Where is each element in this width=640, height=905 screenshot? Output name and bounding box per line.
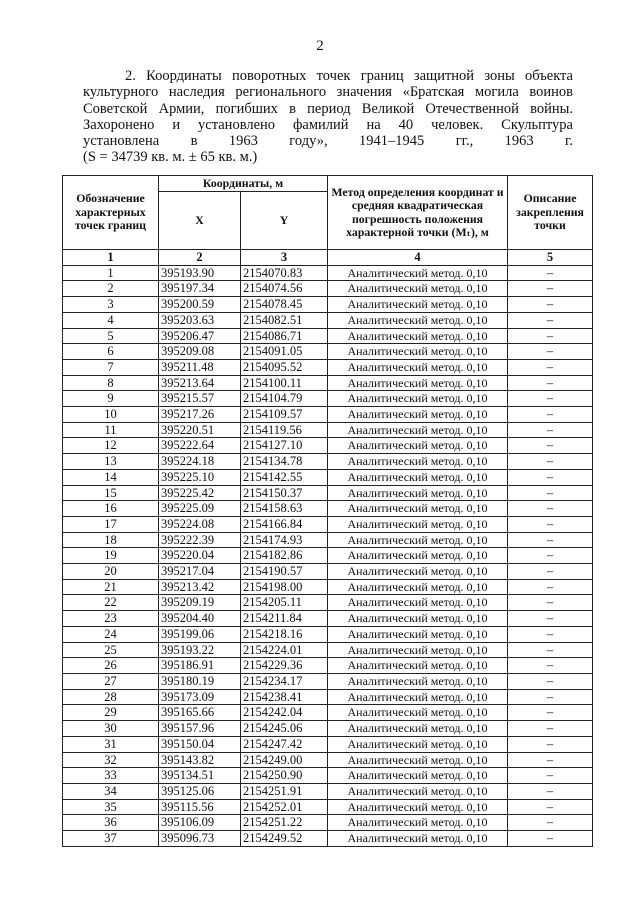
description-cell: – xyxy=(508,831,593,847)
method-cell: Аналитический метод. 0,10 xyxy=(328,626,508,642)
x-coordinate-cell: 395200.59 xyxy=(159,297,241,313)
description-cell: – xyxy=(508,485,593,501)
x-coordinate-cell: 395180.19 xyxy=(159,673,241,689)
column-number: 4 xyxy=(328,250,508,266)
method-cell: Аналитический метод. 0,10 xyxy=(328,501,508,517)
y-coordinate-cell: 2154249.00 xyxy=(241,752,328,768)
description-cell: – xyxy=(508,391,593,407)
description-cell: – xyxy=(508,642,593,658)
table-row xyxy=(63,265,593,281)
table-body xyxy=(63,265,593,846)
table-row xyxy=(63,783,593,799)
description-cell: – xyxy=(508,548,593,564)
x-coordinate-cell: 395204.40 xyxy=(159,611,241,627)
column-number: 5 xyxy=(508,250,593,266)
point-number-cell: 25 xyxy=(63,642,159,658)
method-cell: Аналитический метод. 0,10 xyxy=(328,705,508,721)
x-coordinate-cell: 395165.66 xyxy=(159,705,241,721)
y-coordinate-cell: 2154252.01 xyxy=(241,799,328,815)
point-number-cell: 9 xyxy=(63,391,159,407)
x-coordinate-cell: 395115.56 xyxy=(159,799,241,815)
table-row xyxy=(63,359,593,375)
table-row xyxy=(63,516,593,532)
heading-line: установлена в 1963 году», 1941–1945 гг., 1963 г. xyxy=(83,133,573,150)
y-coordinate-cell: 2154247.42 xyxy=(241,736,328,752)
header-y: Y xyxy=(241,192,328,250)
table-row xyxy=(63,579,593,595)
description-cell: – xyxy=(508,752,593,768)
x-coordinate-cell: 395217.04 xyxy=(159,564,241,580)
x-coordinate-cell: 395209.19 xyxy=(159,595,241,611)
description-cell: – xyxy=(508,736,593,752)
x-coordinate-cell: 395199.06 xyxy=(159,626,241,642)
point-number-cell: 19 xyxy=(63,548,159,564)
y-coordinate-cell: 2154078.45 xyxy=(241,297,328,313)
point-number-cell: 6 xyxy=(63,344,159,360)
table-row xyxy=(63,375,593,391)
table-row xyxy=(63,328,593,344)
method-cell: Аналитический метод. 0,10 xyxy=(328,454,508,470)
point-number-cell: 8 xyxy=(63,375,159,391)
table-row xyxy=(63,281,593,297)
point-number-cell: 30 xyxy=(63,721,159,737)
point-number-cell: 2 xyxy=(63,281,159,297)
point-number-cell: 13 xyxy=(63,454,159,470)
header-x: X xyxy=(159,192,241,250)
x-coordinate-cell: 395209.08 xyxy=(159,344,241,360)
description-cell: – xyxy=(508,281,593,297)
method-cell: Аналитический метод. 0,10 xyxy=(328,673,508,689)
x-coordinate-cell: 395134.51 xyxy=(159,768,241,784)
point-number-cell: 27 xyxy=(63,673,159,689)
y-coordinate-cell: 2154166.84 xyxy=(241,516,328,532)
heading-line: Советской Армии, погибших в период Великой Отечественной войны. xyxy=(83,100,573,117)
x-coordinate-cell: 395213.42 xyxy=(159,579,241,595)
y-coordinate-cell: 2154100.11 xyxy=(241,375,328,391)
description-cell: – xyxy=(508,579,593,595)
description-cell: – xyxy=(508,658,593,674)
x-coordinate-cell: 395225.10 xyxy=(159,469,241,485)
method-cell: Аналитический метод. 0,10 xyxy=(328,783,508,799)
method-cell: Аналитический метод. 0,10 xyxy=(328,831,508,847)
y-coordinate-cell: 2154234.17 xyxy=(241,673,328,689)
table-row xyxy=(63,768,593,784)
point-number-cell: 14 xyxy=(63,469,159,485)
table-row xyxy=(63,611,593,627)
x-coordinate-cell: 395096.73 xyxy=(159,831,241,847)
y-coordinate-cell: 2154211.84 xyxy=(241,611,328,627)
x-coordinate-cell: 395125.06 xyxy=(159,783,241,799)
y-coordinate-cell: 2154245.06 xyxy=(241,721,328,737)
point-number-cell: 29 xyxy=(63,705,159,721)
method-cell: Аналитический метод. 0,10 xyxy=(328,359,508,375)
x-coordinate-cell: 395150.04 xyxy=(159,736,241,752)
y-coordinate-cell: 2154182.86 xyxy=(241,548,328,564)
y-coordinate-cell: 2154074.56 xyxy=(241,281,328,297)
heading-line: культурного наследия регионального значения «Братская могила воинов xyxy=(83,84,573,101)
point-number-cell: 20 xyxy=(63,564,159,580)
description-cell: – xyxy=(508,721,593,737)
y-coordinate-cell: 2154119.56 xyxy=(241,422,328,438)
point-number-cell: 1 xyxy=(63,265,159,281)
table-row xyxy=(63,626,593,642)
description-cell: – xyxy=(508,438,593,454)
table-row xyxy=(63,297,593,313)
description-cell: – xyxy=(508,516,593,532)
method-cell: Аналитический метод. 0,10 xyxy=(328,438,508,454)
table-row xyxy=(63,642,593,658)
point-number-cell: 4 xyxy=(63,312,159,328)
table-row xyxy=(63,689,593,705)
method-cell: Аналитический метод. 0,10 xyxy=(328,407,508,423)
y-coordinate-cell: 2154250.90 xyxy=(241,768,328,784)
method-cell: Аналитический метод. 0,10 xyxy=(328,564,508,580)
table-row xyxy=(63,831,593,847)
method-cell: Аналитический метод. 0,10 xyxy=(328,721,508,737)
x-coordinate-cell: 395193.22 xyxy=(159,642,241,658)
x-coordinate-cell: 395157.96 xyxy=(159,721,241,737)
x-coordinate-cell: 395193.90 xyxy=(159,265,241,281)
table-row xyxy=(63,344,593,360)
point-number-cell: 35 xyxy=(63,799,159,815)
method-cell: Аналитический метод. 0,10 xyxy=(328,391,508,407)
table-row xyxy=(63,391,593,407)
method-cell: Аналитический метод. 0,10 xyxy=(328,328,508,344)
y-coordinate-cell: 2154242.04 xyxy=(241,705,328,721)
point-number-cell: 31 xyxy=(63,736,159,752)
description-cell: – xyxy=(508,689,593,705)
table-row xyxy=(63,564,593,580)
description-cell: – xyxy=(508,407,593,423)
y-coordinate-cell: 2154095.52 xyxy=(241,359,328,375)
point-number-cell: 15 xyxy=(63,485,159,501)
method-cell: Аналитический метод. 0,10 xyxy=(328,548,508,564)
table-row xyxy=(63,721,593,737)
point-number-cell: 11 xyxy=(63,422,159,438)
method-cell: Аналитический метод. 0,10 xyxy=(328,768,508,784)
description-cell: – xyxy=(508,768,593,784)
description-cell: – xyxy=(508,344,593,360)
method-cell: Аналитический метод. 0,10 xyxy=(328,815,508,831)
point-number-cell: 5 xyxy=(63,328,159,344)
description-cell: – xyxy=(508,312,593,328)
table-row xyxy=(63,469,593,485)
heading-line: Захоронено и установлено фамилий на 40 человек. Скульптура xyxy=(83,116,573,133)
method-cell: Аналитический метод. 0,10 xyxy=(328,375,508,391)
method-cell: Аналитический метод. 0,10 xyxy=(328,485,508,501)
header-description: Описание закрепления точки xyxy=(508,176,593,250)
point-number-cell: 28 xyxy=(63,689,159,705)
description-cell: – xyxy=(508,815,593,831)
x-coordinate-cell: 395215.57 xyxy=(159,391,241,407)
x-coordinate-cell: 395143.82 xyxy=(159,752,241,768)
description-cell: – xyxy=(508,611,593,627)
method-cell: Аналитический метод. 0,10 xyxy=(328,595,508,611)
y-coordinate-cell: 2154082.51 xyxy=(241,312,328,328)
point-number-cell: 10 xyxy=(63,407,159,423)
y-coordinate-cell: 2154249.52 xyxy=(241,831,328,847)
point-number-cell: 17 xyxy=(63,516,159,532)
y-coordinate-cell: 2154150.37 xyxy=(241,485,328,501)
point-number-cell: 33 xyxy=(63,768,159,784)
method-cell: Аналитический метод. 0,10 xyxy=(328,344,508,360)
coordinates-table xyxy=(62,175,593,847)
method-cell: Аналитический метод. 0,10 xyxy=(328,281,508,297)
method-cell: Аналитический метод. 0,10 xyxy=(328,422,508,438)
y-coordinate-cell: 2154229.36 xyxy=(241,658,328,674)
x-coordinate-cell: 395225.42 xyxy=(159,485,241,501)
x-coordinate-cell: 395224.18 xyxy=(159,454,241,470)
description-cell: – xyxy=(508,469,593,485)
table-row xyxy=(63,705,593,721)
table-row xyxy=(63,752,593,768)
heading-line: 2. Координаты поворотных точек границ защитной зоны объекта xyxy=(125,68,573,84)
point-number-cell: 26 xyxy=(63,658,159,674)
table-row xyxy=(63,548,593,564)
description-cell: – xyxy=(508,328,593,344)
x-coordinate-cell: 395106.09 xyxy=(159,815,241,831)
y-coordinate-cell: 2154142.55 xyxy=(241,469,328,485)
y-coordinate-cell: 2154134.78 xyxy=(241,454,328,470)
description-cell: – xyxy=(508,799,593,815)
header-coordinates: Координаты, м xyxy=(159,176,328,192)
description-cell: – xyxy=(508,626,593,642)
heading-line: (S = 34739 кв. м. ± 65 кв. м.) xyxy=(83,149,258,166)
x-coordinate-cell: 395203.63 xyxy=(159,312,241,328)
table-row xyxy=(63,658,593,674)
page-number: 2 xyxy=(316,38,324,54)
table-row xyxy=(63,673,593,689)
point-number-cell: 18 xyxy=(63,532,159,548)
point-number-cell: 3 xyxy=(63,297,159,313)
x-coordinate-cell: 395217.26 xyxy=(159,407,241,423)
point-number-cell: 12 xyxy=(63,438,159,454)
description-cell: – xyxy=(508,265,593,281)
method-cell: Аналитический метод. 0,10 xyxy=(328,736,508,752)
point-number-cell: 16 xyxy=(63,501,159,517)
description-cell: – xyxy=(508,297,593,313)
point-number-cell: 34 xyxy=(63,783,159,799)
table-row xyxy=(63,815,593,831)
x-coordinate-cell: 395173.09 xyxy=(159,689,241,705)
y-coordinate-cell: 2154174.93 xyxy=(241,532,328,548)
point-number-cell: 32 xyxy=(63,752,159,768)
x-coordinate-cell: 395186.91 xyxy=(159,658,241,674)
description-cell: – xyxy=(508,564,593,580)
description-cell: – xyxy=(508,422,593,438)
point-number-cell: 37 xyxy=(63,831,159,847)
method-cell: Аналитический метод. 0,10 xyxy=(328,297,508,313)
point-number-cell: 23 xyxy=(63,611,159,627)
description-cell: – xyxy=(508,532,593,548)
method-cell: Аналитический метод. 0,10 xyxy=(328,532,508,548)
method-cell: Аналитический метод. 0,10 xyxy=(328,611,508,627)
x-coordinate-cell: 395222.64 xyxy=(159,438,241,454)
table-row xyxy=(63,799,593,815)
x-coordinate-cell: 395222.39 xyxy=(159,532,241,548)
column-number: 2 xyxy=(159,250,241,266)
table-row xyxy=(63,532,593,548)
x-coordinate-cell: 395197.34 xyxy=(159,281,241,297)
section-heading xyxy=(83,68,573,166)
y-coordinate-cell: 2154086.71 xyxy=(241,328,328,344)
x-coordinate-cell: 395220.04 xyxy=(159,548,241,564)
point-number-cell: 7 xyxy=(63,359,159,375)
description-cell: – xyxy=(508,375,593,391)
y-coordinate-cell: 2154104.79 xyxy=(241,391,328,407)
header-method: Метод определения координат и средняя квадратическая погрешность положения характерной точки (Mₜ), м xyxy=(328,176,508,250)
y-coordinate-cell: 2154198.00 xyxy=(241,579,328,595)
method-cell: Аналитический метод. 0,10 xyxy=(328,642,508,658)
table-row xyxy=(63,485,593,501)
y-coordinate-cell: 2154070.83 xyxy=(241,265,328,281)
point-number-cell: 36 xyxy=(63,815,159,831)
method-cell: Аналитический метод. 0,10 xyxy=(328,469,508,485)
method-cell: Аналитический метод. 0,10 xyxy=(328,689,508,705)
description-cell: – xyxy=(508,783,593,799)
method-cell: Аналитический метод. 0,10 xyxy=(328,752,508,768)
table-row xyxy=(63,422,593,438)
y-coordinate-cell: 2154091.05 xyxy=(241,344,328,360)
x-coordinate-cell: 395220.51 xyxy=(159,422,241,438)
x-coordinate-cell: 395225.09 xyxy=(159,501,241,517)
y-coordinate-cell: 2154127.10 xyxy=(241,438,328,454)
description-cell: – xyxy=(508,359,593,375)
column-number: 3 xyxy=(241,250,328,266)
y-coordinate-cell: 2154251.22 xyxy=(241,815,328,831)
description-cell: – xyxy=(508,595,593,611)
point-number-cell: 22 xyxy=(63,595,159,611)
y-coordinate-cell: 2154238.41 xyxy=(241,689,328,705)
description-cell: – xyxy=(508,673,593,689)
table-row xyxy=(63,438,593,454)
header-designation: Обозначение характерных точек границ xyxy=(63,176,159,250)
y-coordinate-cell: 2154109.57 xyxy=(241,407,328,423)
description-cell: – xyxy=(508,705,593,721)
description-cell: – xyxy=(508,501,593,517)
table-row xyxy=(63,595,593,611)
method-cell: Аналитический метод. 0,10 xyxy=(328,312,508,328)
y-coordinate-cell: 2154158.63 xyxy=(241,501,328,517)
x-coordinate-cell: 395213.64 xyxy=(159,375,241,391)
method-cell: Аналитический метод. 0,10 xyxy=(328,799,508,815)
method-cell: Аналитический метод. 0,10 xyxy=(328,579,508,595)
y-coordinate-cell: 2154190.57 xyxy=(241,564,328,580)
description-cell: – xyxy=(508,454,593,470)
table-row xyxy=(63,454,593,470)
table-row xyxy=(63,736,593,752)
y-coordinate-cell: 2154251.91 xyxy=(241,783,328,799)
x-coordinate-cell: 395206.47 xyxy=(159,328,241,344)
method-cell: Аналитический метод. 0,10 xyxy=(328,658,508,674)
method-cell: Аналитический метод. 0,10 xyxy=(328,516,508,532)
x-coordinate-cell: 395211.48 xyxy=(159,359,241,375)
y-coordinate-cell: 2154224.01 xyxy=(241,642,328,658)
table-row xyxy=(63,312,593,328)
point-number-cell: 21 xyxy=(63,579,159,595)
column-number: 1 xyxy=(63,250,159,266)
method-cell: Аналитический метод. 0,10 xyxy=(328,265,508,281)
x-coordinate-cell: 395224.08 xyxy=(159,516,241,532)
y-coordinate-cell: 2154205.11 xyxy=(241,595,328,611)
table-row xyxy=(63,501,593,517)
y-coordinate-cell: 2154218.16 xyxy=(241,626,328,642)
table-row xyxy=(63,407,593,423)
point-number-cell: 24 xyxy=(63,626,159,642)
